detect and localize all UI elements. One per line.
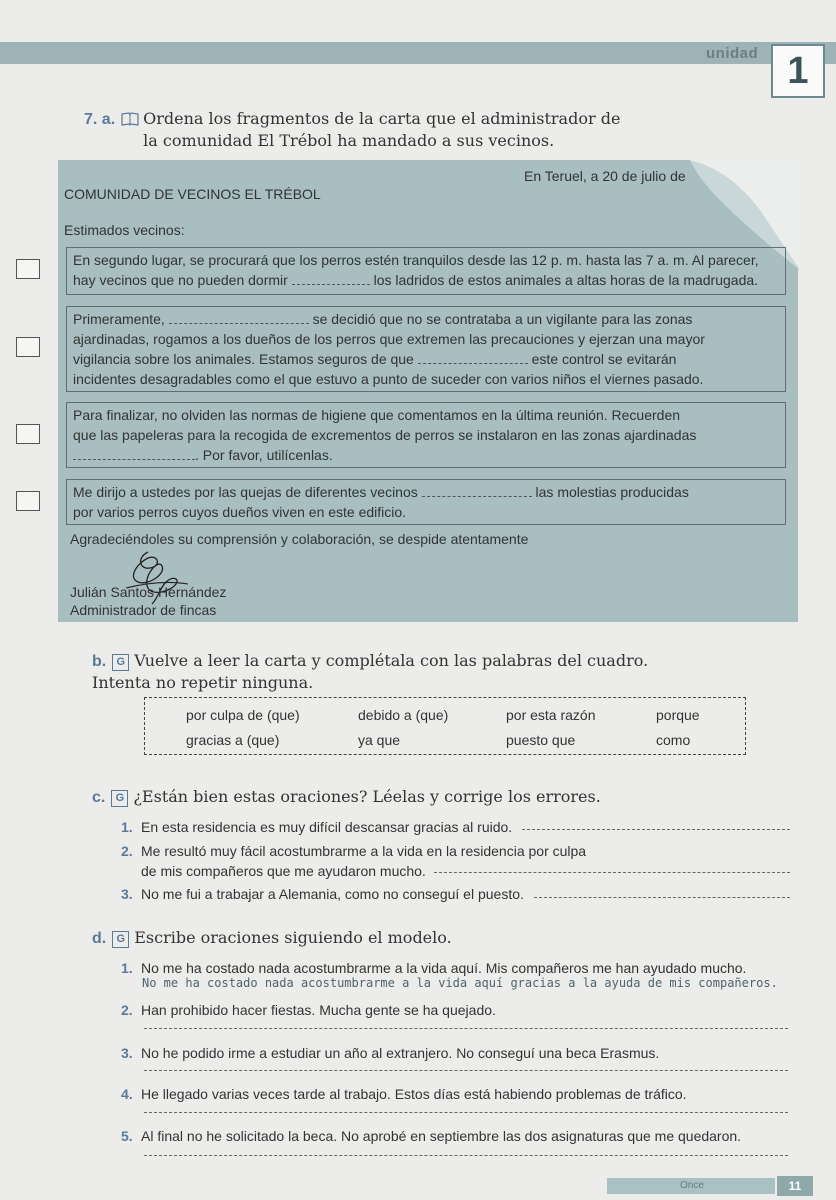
answer-line[interactable] bbox=[534, 897, 790, 898]
fragment-text: que las papeleras para la recogida de excrementos de perros se instalaron en las zonas ajardinadas bbox=[73, 427, 697, 443]
fragment-text: vigilancia sobre los animales. Estamos seguros de que bbox=[73, 351, 414, 367]
fill-blank[interactable] bbox=[422, 484, 532, 497]
fragment-text: por varios perros cuyos dueños viven en este edificio. bbox=[73, 504, 407, 520]
exercise-item: 4. He llegado varias veces tarde al trabajo. Estos días está habiendo problemas de tráfico. bbox=[121, 1086, 687, 1102]
exercise-number: 7. a. bbox=[84, 111, 116, 128]
answer-line[interactable] bbox=[144, 1155, 788, 1156]
exercise-item: 1. No me ha costado nada acostumbrarme a la vida aquí. Mis compañeros me han ayudado mucho. bbox=[121, 960, 747, 976]
signature-role: Administrador de fincas bbox=[70, 602, 217, 618]
exercise-item: 5. Al final no he solicitado la beca. No aprobé en septiembre las dos asignaturas que me quedaron. bbox=[121, 1128, 742, 1144]
unit-number-box bbox=[771, 44, 825, 98]
page-number: 11 bbox=[777, 1176, 813, 1196]
fragment-text: los ladridos de estos animales a altas horas de la madrugada. bbox=[373, 272, 759, 288]
grammar-icon: G bbox=[112, 931, 129, 948]
page-word: Once bbox=[680, 1180, 704, 1191]
fill-blank[interactable] bbox=[418, 351, 528, 364]
letter-fragment bbox=[66, 479, 786, 525]
section-title: Vuelve a leer la carta y complétala con las palabras del cuadro. bbox=[134, 651, 649, 670]
answer-line[interactable] bbox=[144, 1028, 788, 1029]
answer-line[interactable] bbox=[434, 872, 790, 873]
exercise-item: 3. No he podido irme a estudiar un año al extranjero. No conseguí una beca Erasmus. bbox=[121, 1045, 660, 1061]
section-b-heading bbox=[92, 650, 648, 693]
letter-closing: Agradeciéndoles su comprensión y colaboración, se despide atentamente bbox=[70, 531, 529, 547]
word-item: por esta razón bbox=[506, 707, 596, 723]
letter-fragment bbox=[66, 306, 786, 392]
word-item: gracias a (que) bbox=[186, 732, 280, 748]
exercise-item: 2. Han prohibido hacer fiestas. Mucha gente se ha quejado. bbox=[121, 1002, 496, 1018]
answer-line[interactable] bbox=[144, 1070, 788, 1071]
fragment-text: Me dirijo a ustedes por las quejas de diferentes vecinos bbox=[73, 484, 418, 500]
order-checkbox-3[interactable] bbox=[16, 424, 40, 444]
section-letter: b. bbox=[92, 653, 107, 670]
grammar-icon: G bbox=[111, 790, 128, 807]
exercise-item: 3. No me fui a trabajar a Alemania, como no conseguí el puesto. bbox=[121, 886, 524, 902]
model-answer: No me ha costado nada acostumbrarme a la vida aquí gracias a la ayuda de mis compañeros. bbox=[142, 976, 778, 990]
section-title: Escribe oraciones siguiendo el modelo. bbox=[134, 928, 452, 947]
fragment-text: las molestias producidas bbox=[535, 484, 689, 500]
order-checkbox-4[interactable] bbox=[16, 491, 40, 511]
fragment-text: En segundo lugar, se procurará que los perros estén tranquilos desde las 12 p. m. hasta las 7 a. m. Al parecer, bbox=[73, 252, 759, 268]
exercise-item: 1. En esta residencia es muy difícil descansar gracias al ruido. bbox=[121, 819, 513, 835]
word-item: como bbox=[656, 732, 691, 748]
exercise-title-text: Ordena los fragmentos de la carta que el administrador de la comunidad El Trébol ha mandado a sus vecinos. bbox=[143, 109, 621, 150]
fragment-text: ajardinadas, rogamos a los dueños de los perros que extremen las precauciones y ejerzan una mayor bbox=[73, 331, 705, 347]
letter-fragment bbox=[66, 247, 786, 295]
grammar-icon: G bbox=[112, 654, 129, 671]
word-item: porque bbox=[656, 707, 700, 723]
word-item: por culpa de (que) bbox=[186, 707, 300, 723]
fragment-text: Para finalizar, no olviden las normas de higiene que comentamos en la última reunión. Recuerden bbox=[73, 407, 681, 423]
fragment-text: incidentes desagradables como el que estuvo a punto de suceder con varios niños el viernes pasado. bbox=[73, 371, 704, 387]
section-title: Intenta no repetir ninguna. bbox=[92, 673, 314, 692]
fragment-text: este control se evitarán bbox=[531, 351, 677, 367]
exercise-item: 2. Me resultó muy fácil acostumbrarme a la vida en la residencia por culpa de mis compañeros que me ayudaron mucho. bbox=[121, 843, 587, 879]
section-title: ¿Están bien estas oraciones? Léelas y corrige los errores. bbox=[133, 787, 601, 806]
fragment-text: Primeramente, bbox=[73, 311, 165, 327]
section-letter: d. bbox=[92, 930, 107, 947]
word-item: debido a (que) bbox=[358, 707, 449, 723]
order-checkbox-2[interactable] bbox=[16, 337, 40, 357]
book-icon bbox=[121, 110, 139, 124]
fill-blank[interactable] bbox=[292, 272, 370, 285]
unit-label: unidad bbox=[706, 45, 759, 62]
fill-blank[interactable] bbox=[169, 311, 309, 324]
section-letter: c. bbox=[92, 789, 106, 806]
order-checkbox-1[interactable] bbox=[16, 259, 40, 279]
answer-line[interactable] bbox=[144, 1112, 788, 1113]
word-item: ya que bbox=[358, 732, 401, 748]
letter-date: En Teruel, a 20 de julio de bbox=[524, 168, 686, 184]
section-d-heading bbox=[92, 927, 452, 949]
signature-name: Julián Santos Hernández bbox=[70, 584, 227, 600]
fragment-text: se decidió que no se contrataba a un vigilante para las zonas bbox=[312, 311, 693, 327]
answer-line[interactable] bbox=[522, 829, 790, 830]
fragment-text: hay vecinos que no pueden dormir bbox=[73, 272, 288, 288]
letter-greeting: Estimados vecinos: bbox=[64, 222, 185, 238]
word-item: puesto que bbox=[506, 732, 576, 748]
exercise-title bbox=[84, 108, 633, 152]
unit-number: 1 bbox=[787, 49, 809, 92]
section-c-heading bbox=[92, 786, 601, 808]
letter-company: COMUNIDAD DE VECINOS EL TRÉBOL bbox=[64, 186, 321, 202]
letter-fragment bbox=[66, 402, 786, 468]
fill-blank[interactable] bbox=[73, 447, 195, 460]
fragment-text: . Por favor, utilícenlas. bbox=[195, 447, 333, 463]
